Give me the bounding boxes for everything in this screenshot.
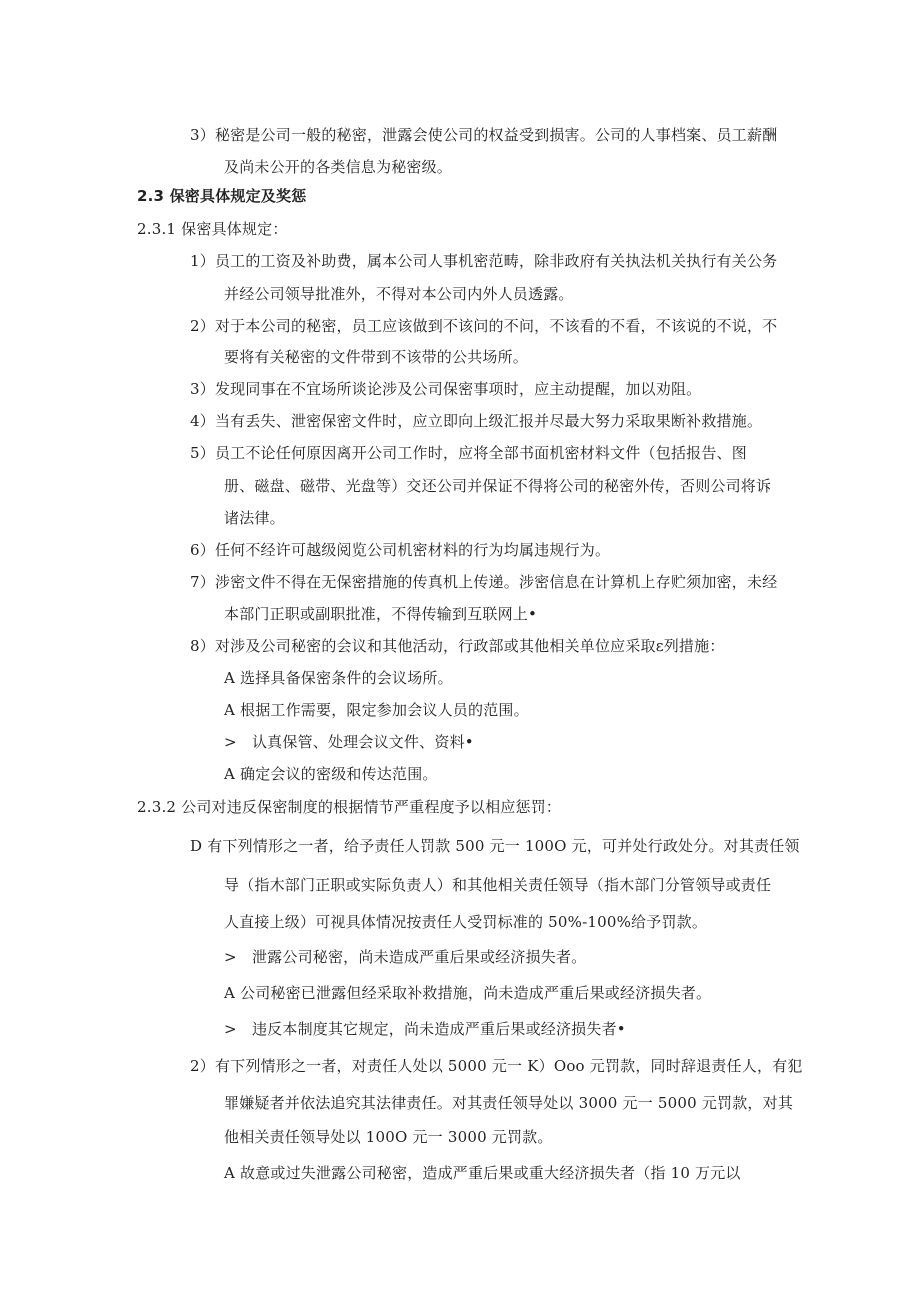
bullet-item: A 故意或过失泄露公司秘密，造成严重后果或重大经济损失者（指 10 万元以: [224, 1164, 741, 1182]
paragraph-line: 导（指木部门正职或实际负责人）和其他相关责任领导（指木部门分管领导或责任: [224, 876, 772, 894]
bullet-item: A 根据工作需要，限定参加会议人员的范围。: [224, 701, 529, 719]
list-item: 1）员工的工资及补助费，属本公司人事机密范畴，除非政府有关执法机关执行有关公务: [190, 252, 778, 270]
bullet-item: > 泄露公司秘密，尚未造成严重后果或经济损失者。: [224, 948, 587, 966]
paragraph-line: 3）秘密是公司一般的秘密，泄露会使公司的权益受到损害。公司的人事档案、员工薪酬: [190, 126, 778, 144]
list-item: 7）涉密文件不得在无保密措施的传真机上传递。涉密信息在计算机上存贮须加密，未经: [190, 573, 778, 591]
list-item: 6）任何不经许可越级阅览公司机密材料的行为均属违规行为。: [190, 541, 611, 559]
bullet-item: > 认真保管、处理会议文件、资料•: [224, 733, 474, 751]
list-item: 3）发现同事在不宜场所谈论涉及公司保密事项时，应主动提醒，加以劝阻。: [190, 380, 702, 398]
list-item: 2）对于本公司的秘密，员工应该做到不该问的不问，不该看的不看，不该说的不说，不: [190, 317, 778, 335]
paragraph-line: 诸法律。: [224, 509, 285, 527]
list-item: 2）有下列情形之一者，对责任人处以 5000 元一 K）Ooo 元罚款，同时辞退责任人，有犯: [190, 1057, 803, 1075]
list-item: D 有下列情形之一者，给予责任人罚款 500 元一 100O 元，可并处行政处分。对其责任领: [190, 837, 800, 855]
paragraph-line: 册、磁盘、磁带、光盘等）交还公司并保证不得将公司的秘密外传，否则公司将诉: [224, 477, 772, 495]
subsection-heading: 2.3.1 保密具体规定：: [137, 220, 288, 238]
paragraph-line: 人直接上级）可视具体情况按责任人受罚标准的 50%-100%给予罚款。: [224, 913, 708, 931]
bullet-item: > 违反本制度其它规定，尚未造成严重后果或经济损失者•: [224, 1020, 626, 1038]
bullet-item: A 公司秘密已泄露但经采取补救措施，尚未造成严重后果或经济损失者。: [224, 984, 712, 1002]
paragraph-line: 并经公司领导批准外，不得对本公司内外人员透露。: [224, 285, 574, 303]
list-item: 5）员工不论任何原因离开公司工作时，应将全部书面机密材料文件（包括报告、图: [190, 444, 747, 462]
section-heading: 2.3 保密具体规定及奖惩: [137, 187, 307, 205]
paragraph-line: 本部门正职或副职批准，不得传输到互联网上•: [224, 605, 538, 623]
list-item: 4）当有丢失、泄密保密文件时，应立即向上级汇报并尽最大努力采取果断补救措施。: [190, 412, 763, 430]
bullet-item: A 选择具备保密条件的会议场所。: [224, 669, 453, 687]
list-item: 8）对涉及公司秘密的会议和其他活动，行政部或其他相关单位应采取ε列措施：: [190, 637, 725, 655]
paragraph-line: 罪嫌疑者并依法追究其法律责任。对其责任领导处以 3000 元一 5000 元罚款，对其: [224, 1094, 794, 1112]
subsection-heading: 2.3.2 公司对违反保密制度的根据情节严重程度予以相应惩罚：: [137, 798, 562, 816]
paragraph-line: 要将有关秘密的文件带到不该带的公共场所。: [224, 348, 529, 366]
paragraph-line: 他相关责任领导处以 100O 元一 3000 元罚款。: [224, 1128, 553, 1146]
paragraph-line: 及尚未公开的各类信息为秘密级。: [224, 158, 453, 176]
bullet-item: A 确定会议的密级和传达范围。: [224, 765, 438, 783]
